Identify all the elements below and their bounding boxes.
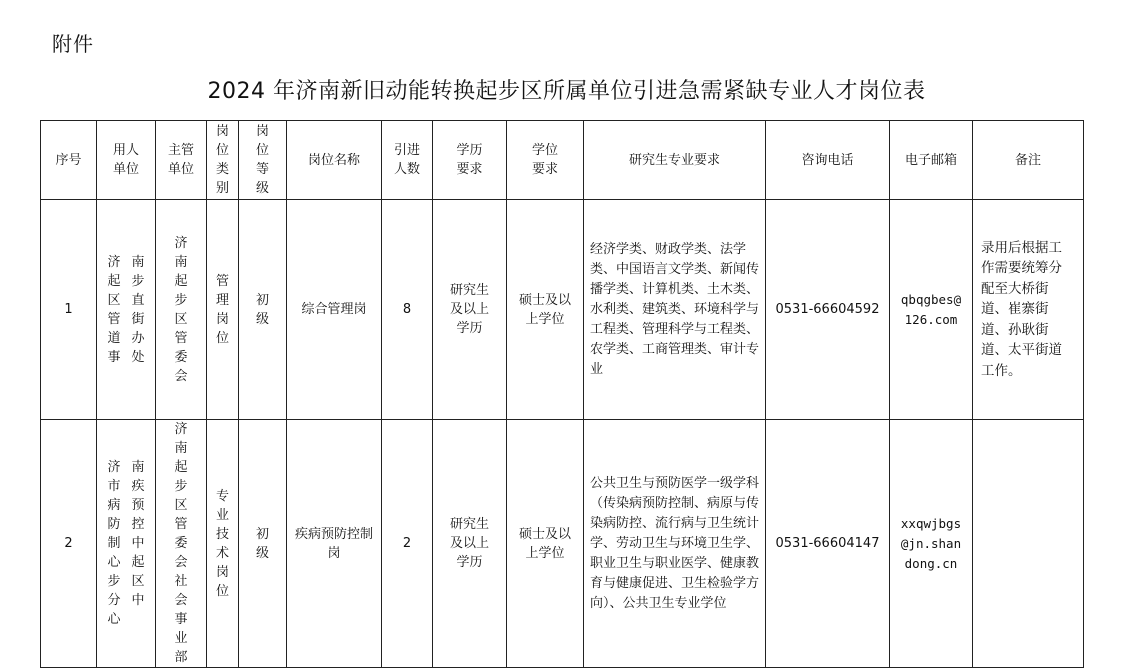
row-major: 公共卫生与预防医学一级学科（传染病预防控制、病原与传染病防控、流行病与卫生统计学、劳动卫生与环境卫生学、职业卫生与职业医学、健康教育与健康促进、卫生检验学方向）、公共卫生专业学位: [584, 420, 766, 668]
row-major: 经济学类、财政学类、法学类、中国语言文学类、新闻传播学类、计算机类、土木类、水利类、建筑类、环境科学与工程类、管理科学与工程类、农学类、工商管理类、审计专业: [584, 200, 766, 420]
row-post-type: 管理岗位: [207, 200, 239, 420]
row-count: 2: [382, 420, 433, 668]
header-major: 研究生专业要求: [584, 121, 766, 200]
row-post-name: 综合管理岗: [287, 200, 382, 420]
row-seq: 2: [41, 420, 97, 668]
header-seq: 序号: [41, 121, 97, 200]
row-post-level: 初级: [239, 420, 287, 668]
header-phone: 咨询电话: [766, 121, 890, 200]
row-email: qbqgbes@126.com: [890, 200, 973, 420]
row-degree: 硕士及以上学位: [507, 200, 584, 420]
row-post-level: 初级: [239, 200, 287, 420]
header-count: 引进人数: [382, 121, 433, 200]
row-authority: 济南起步区管委会: [156, 200, 207, 420]
row-authority: 济南起步区管委会社会事业部: [156, 420, 207, 668]
row-employer: 济市病防制心步分心 南疾预控中起区中: [97, 420, 156, 668]
row-note: [973, 420, 1084, 668]
table-row: [41, 420, 1084, 668]
table-header-row: [41, 121, 1084, 200]
header-post-name: 岗位名称: [287, 121, 382, 200]
header-authority: 主管单位: [156, 121, 207, 200]
header-degree: 学位要求: [507, 121, 584, 200]
row-education: 研究生及以上学历: [433, 420, 507, 668]
document-title: 2024 年济南新旧动能转换起步区所属单位引进急需紧缺专业人才岗位表: [207, 79, 926, 104]
attachment-label: 附件: [52, 32, 94, 56]
table-row: [41, 200, 1084, 420]
row-employer: 济起区管道事 南步直街办处: [97, 200, 156, 420]
row-post-type: 专业技术岗位: [207, 420, 239, 668]
header-employer: 用人单位: [97, 121, 156, 200]
header-post-type: 岗位类别: [207, 121, 239, 200]
row-count: 8: [382, 200, 433, 420]
row-post-name: 疾病预防控制岗: [287, 420, 382, 668]
positions-table: [40, 120, 1084, 668]
header-education: 学历要求: [433, 121, 507, 200]
row-phone: 0531-66604147: [766, 420, 890, 668]
row-email: xxqwjbgs@jn.shandong.cn: [890, 420, 973, 668]
row-seq: 1: [41, 200, 97, 420]
row-note: 录用后根据工作需要统筹分配至大桥街道、崔寨街道、孙耿街道、太平街道工作。: [973, 200, 1084, 420]
row-phone: 0531-66604592: [766, 200, 890, 420]
row-degree: 硕士及以上学位: [507, 420, 584, 668]
header-email: 电子邮箱: [890, 121, 973, 200]
header-note: 备注: [973, 121, 1084, 200]
row-education: 研究生及以上学历: [433, 200, 507, 420]
header-post-level: 岗位等级: [239, 121, 287, 200]
